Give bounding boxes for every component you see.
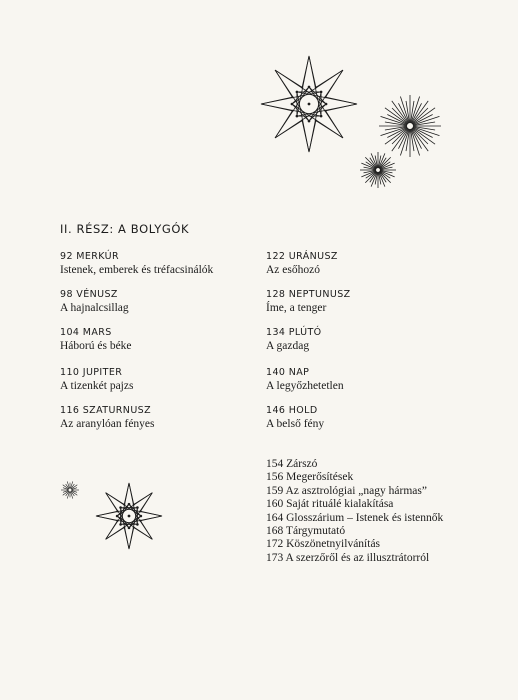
entry-subtitle: A hajnalcsillag bbox=[60, 302, 129, 314]
toc-entry-saturn[interactable] bbox=[60, 404, 155, 431]
back-matter-item[interactable]: 156 Megerősítések bbox=[266, 471, 354, 484]
back-matter-item[interactable]: 164 Glosszárium – Istenek és istennők bbox=[266, 511, 444, 524]
toc-entry-uranus[interactable] bbox=[266, 250, 338, 277]
entry-subtitle: A legyőzhetetlen bbox=[266, 380, 344, 392]
toc-entry-jupiter[interactable] bbox=[60, 366, 133, 393]
entry-subtitle: A tizenkét pajzs bbox=[60, 380, 134, 392]
toc-entry-mars[interactable] bbox=[60, 326, 132, 353]
entry-heading: 140 NAP bbox=[266, 367, 310, 378]
entry-subtitle: Istenek, emberek és tréfacsinálók bbox=[60, 264, 214, 276]
entry-subtitle: Az esőhozó bbox=[266, 264, 320, 276]
back-matter-item[interactable]: 154 Zárszó bbox=[266, 458, 318, 470]
toc-entry-mercury[interactable] bbox=[60, 250, 213, 277]
entry-heading: 146 HOLD bbox=[266, 405, 318, 416]
entry-subtitle: A gazdag bbox=[266, 340, 310, 352]
entry-heading: 98 VÉNUSZ bbox=[60, 289, 118, 300]
toc-entry-pluto[interactable] bbox=[266, 326, 322, 353]
eight-point-star-icon bbox=[96, 483, 162, 549]
toc-entry-neptune[interactable] bbox=[266, 288, 351, 315]
entry-heading: 110 JUPITER bbox=[60, 367, 123, 378]
back-matter-item[interactable]: 172 Köszönetnyilvánítás bbox=[266, 538, 381, 551]
toc-entry-sun[interactable] bbox=[266, 366, 344, 393]
starburst-icon bbox=[379, 95, 441, 157]
back-matter-item[interactable]: 160 Saját rituálé kialakítása bbox=[266, 498, 394, 511]
entry-subtitle: Háború és béke bbox=[60, 340, 132, 352]
back-matter-item[interactable]: 173 A szerzőről és az illusztrátorról bbox=[266, 551, 430, 564]
starburst-icon bbox=[61, 481, 79, 498]
entry-heading: 116 SZATURNUSZ bbox=[60, 405, 152, 416]
entry-heading: 104 MARS bbox=[60, 327, 112, 338]
eight-point-star-icon bbox=[261, 56, 357, 152]
toc-entry-moon[interactable] bbox=[266, 404, 324, 431]
entry-heading: 134 PLÚTÓ bbox=[266, 327, 322, 338]
entry-heading: 92 MERKÚR bbox=[60, 251, 120, 262]
section-title: II. RÉSZ: A BOLYGÓK bbox=[60, 222, 190, 236]
entry-subtitle: Az aranylóan fényes bbox=[60, 418, 155, 430]
back-matter-item[interactable]: 159 Az asztrológiai „nagy hármas” bbox=[266, 484, 427, 497]
entry-heading: 128 NEPTUNUSZ bbox=[266, 289, 351, 300]
starburst-icon bbox=[360, 152, 396, 188]
entry-subtitle: A belső fény bbox=[266, 418, 325, 430]
toc-entry-venus[interactable] bbox=[60, 288, 129, 315]
entry-heading: 122 URÁNUSZ bbox=[266, 251, 338, 262]
back-matter-list bbox=[266, 458, 443, 565]
entry-subtitle: Íme, a tenger bbox=[266, 302, 327, 314]
back-matter-item[interactable]: 168 Tárgymutató bbox=[266, 525, 346, 538]
